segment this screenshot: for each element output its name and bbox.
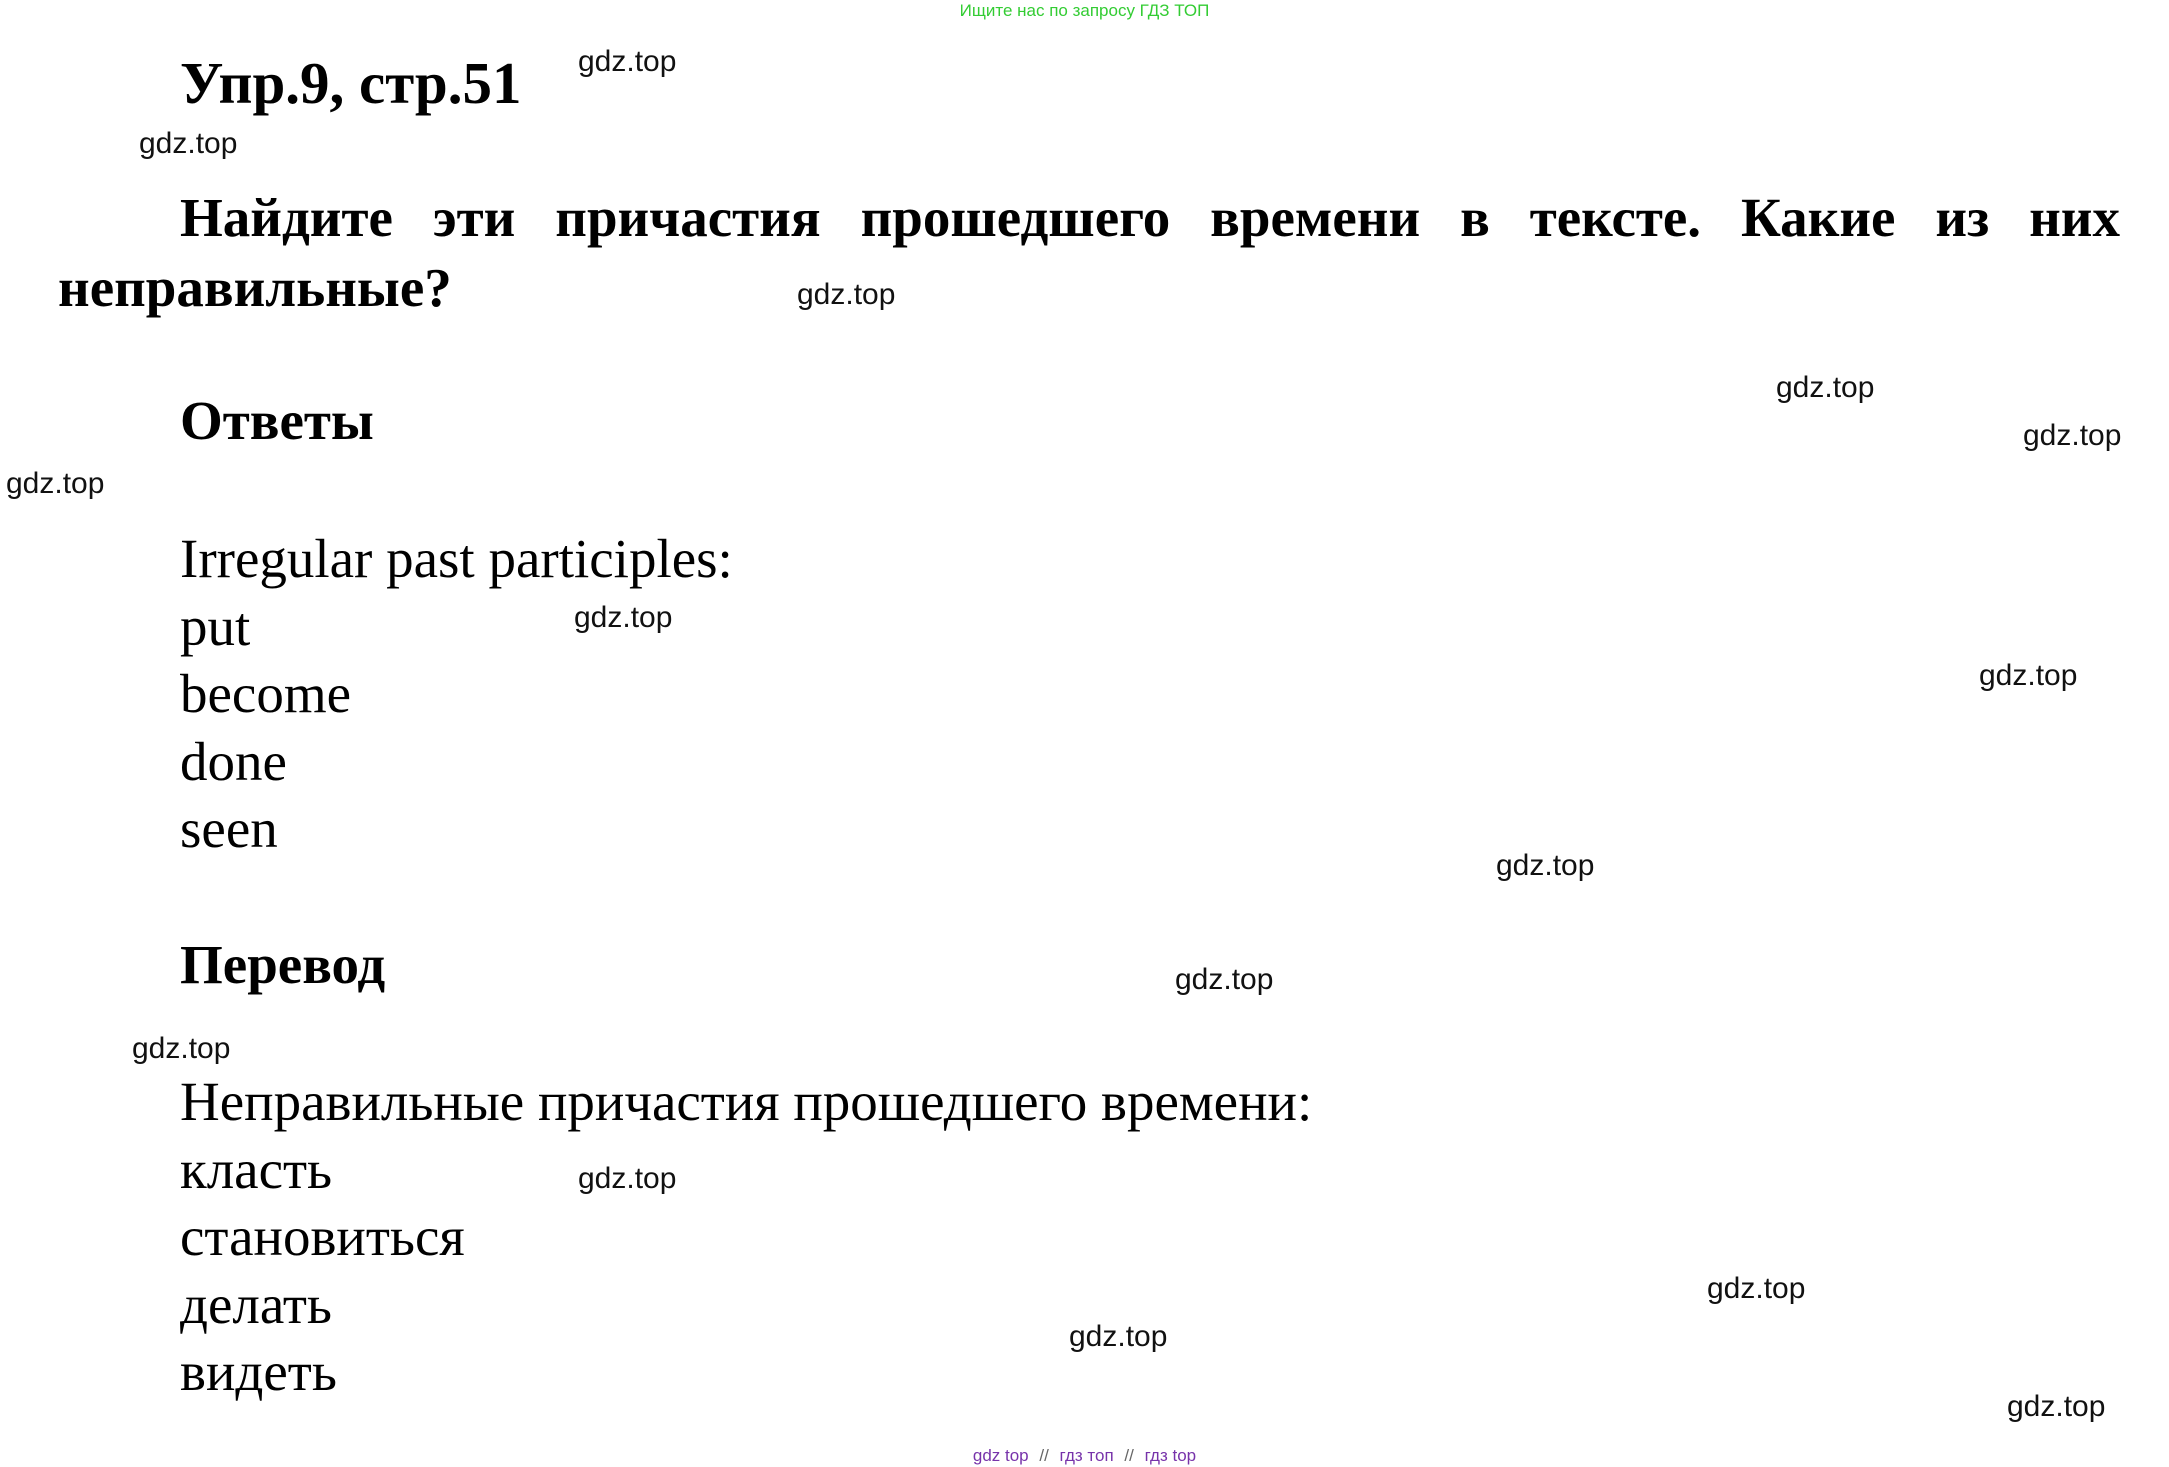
watermark: gdz.top [1069,1320,1168,1353]
watermark: gdz.top [2023,419,2122,452]
watermark: gdz.top [6,467,105,500]
translation-line: видеть [180,1341,337,1402]
watermark: gdz.top [1707,1272,1806,1305]
footer-links [0,1445,2169,1467]
translation-line: становиться [180,1206,465,1267]
top-banner: Ищите нас по запросу ГДЗ ТОП [959,1,1210,20]
answers-line: done [180,730,287,792]
answers-heading: Ответы [180,390,374,451]
translation-heading: Перевод [180,934,386,995]
footer-link[interactable]: гдз топ [1059,1446,1114,1465]
task-instruction: Найдите эти причастия прошедшего времени в тексте. Какие из них неправильные? [58,187,2120,318]
footer-link[interactable]: gdz top [972,1446,1029,1465]
translation-line: класть [180,1138,333,1200]
footer-link[interactable]: гдз top [1144,1446,1197,1465]
watermark: gdz.top [1979,659,2078,692]
watermark: gdz.top [797,278,896,311]
watermark: gdz.top [1496,849,1595,882]
translation-line: делать [180,1273,332,1335]
watermark: gdz.top [132,1032,231,1065]
watermark: gdz.top [2007,1390,2106,1423]
translation-line: Неправильные причастия прошедшего времени: [180,1071,1313,1132]
watermark: gdz.top [139,127,238,160]
answers-line: Irregular past participles: [180,528,733,589]
page-title: Упр.9, стр.51 [180,50,522,116]
answers-line: put [180,595,251,657]
watermark: gdz.top [574,601,673,634]
answers-list [180,525,733,863]
watermark: gdz.top [578,45,677,78]
watermark: gdz.top [1175,963,1274,996]
answers-line: become [180,663,352,724]
answers-line: seen [180,798,278,859]
watermark: gdz.top [1776,371,1875,404]
watermark: gdz.top [578,1162,677,1195]
footer-separator: // [1124,1446,1134,1465]
footer-separator: // [1039,1446,1049,1465]
